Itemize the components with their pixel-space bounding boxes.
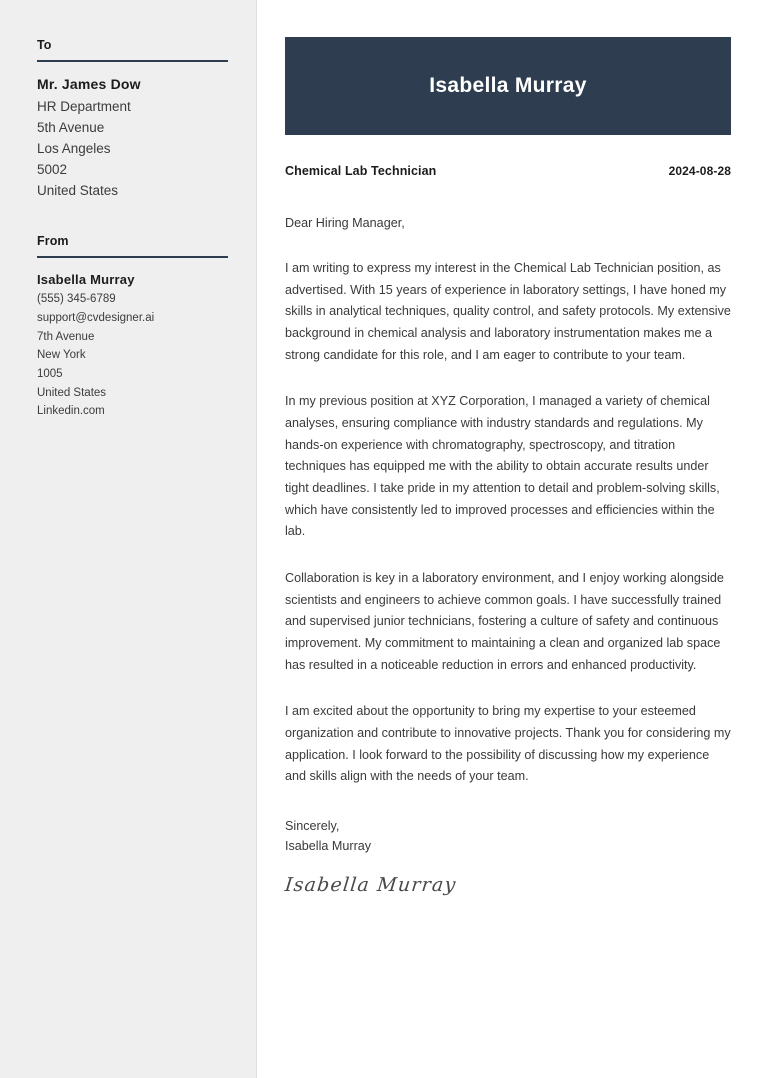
body-paragraph: I am writing to express my interest in the Chemical Lab Technician position, as advertised. With 15 years of experience in laboratory settings, I have honed my skills in analytical techniques, quality control, and safety protocols. My extensive background in chemical analysis and laboratory instrumentation makes me a strong candidate for this role, and I am eager to contribute to your team. — [285, 261, 731, 362]
salutation: Dear Hiring Manager, — [285, 216, 405, 230]
banner-name: Isabella Murray — [429, 74, 587, 97]
recipient-line: 5002 — [37, 162, 68, 178]
recipient-name: Mr. James Dow — [37, 76, 141, 92]
to-divider — [37, 60, 228, 62]
from-divider — [37, 256, 228, 258]
from-heading: From — [37, 233, 69, 248]
sender-name: Isabella Murray — [37, 271, 135, 287]
recipient-line: 5th Avenue — [37, 119, 105, 135]
body-paragraph: In my previous position at XYZ Corporation, I managed a variety of chemical analyses, ensuring compliance with industry standards and regulations. My hands-on experience with chromatography, spectroscopy, and titration techniques has equipped me with the ability to obtain accurate results under tight deadlines. I take pride in my attention to detail and problem-solving skills, which have consistently led to improved processes and efficiencies within the lab. — [285, 394, 720, 539]
recipient-line: United States — [37, 183, 119, 199]
sender-block — [37, 234, 227, 421]
sender-line: United States — [37, 386, 107, 399]
sender-line: 1005 — [37, 367, 63, 380]
letter-date: 2024-08-28 — [668, 164, 731, 178]
recipient-line: Los Angeles — [37, 141, 111, 157]
closing-salutation: Sincerely, — [285, 818, 340, 833]
closing-block — [285, 816, 731, 856]
closing-name: Isabella Murray — [285, 839, 372, 854]
sender-email: support@cvdesigner.ai — [37, 312, 155, 325]
recipient-line: HR Department — [37, 98, 131, 114]
sender-line: 7th Avenue — [37, 330, 95, 343]
sender-linkedin: Linkedin.com — [37, 405, 105, 418]
job-title: Chemical Lab Technician — [285, 164, 437, 178]
title-row — [285, 164, 731, 178]
sender-phone: (555) 345-6789 — [37, 293, 116, 306]
sender-line: New York — [37, 349, 86, 362]
body-paragraph: Collaboration is key in a laboratory environment, and I enjoy working alongside scientists and engineers to achieve common goals. I have successfully trained and supervised junior technicians, fostering a culture of safety and continuous improvement. My commitment to maintaining a clean and organized lab space has resulted in a noticeable reduction in errors and enhanced productivity. — [285, 571, 724, 672]
name-banner — [285, 37, 731, 135]
contact-sidebar — [0, 0, 257, 1078]
recipient-block — [37, 38, 227, 202]
signature: Isabella Murray — [283, 874, 458, 897]
body-paragraph: I am excited about the opportunity to bring my expertise to your esteemed organization and contribute to innovative projects. Thank you for considering my application. I look forward to the possibility of discussing how my experience and skills align with the needs of your team. — [285, 704, 731, 784]
to-heading: To — [37, 38, 52, 52]
letter-body — [257, 0, 768, 1078]
